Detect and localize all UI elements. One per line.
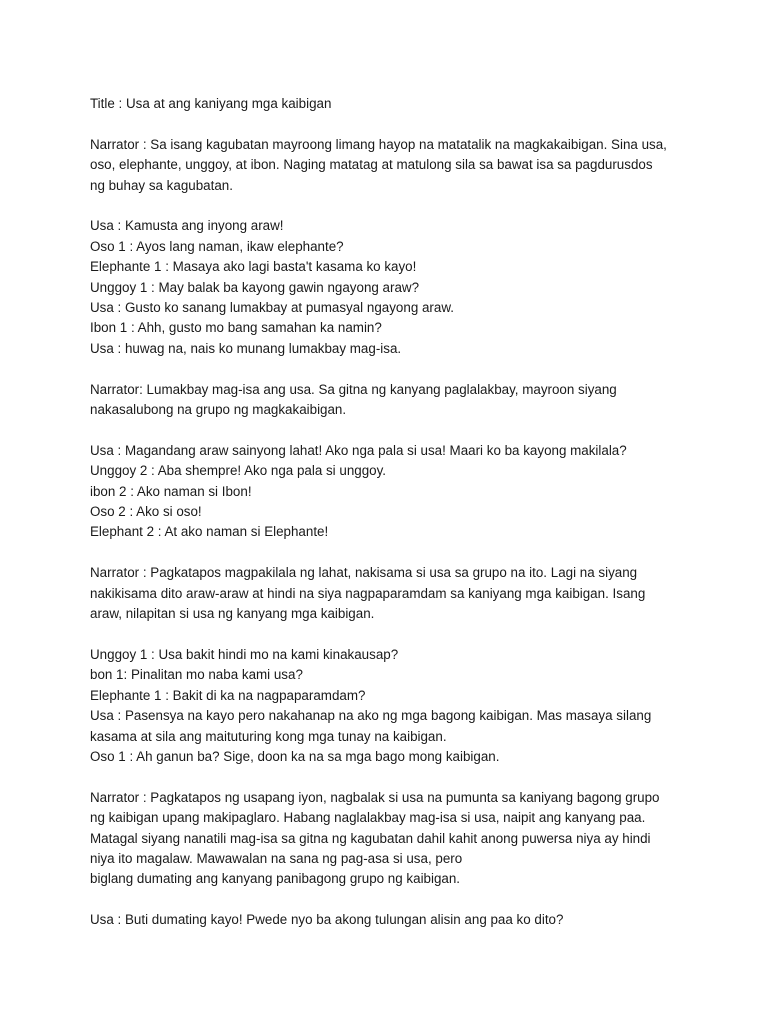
paragraph — [90, 216, 730, 359]
text-line: Ibon 1 : Ahh, gusto mo bang samahan ka namin? — [90, 320, 382, 336]
text-line: Narrator : Sa isang kagubatan mayroong limang hayop na matatalik na magkakaibigan. Sina usa, — [90, 136, 667, 152]
text-line: Oso 1 : Ah ganun ba? Sige, doon ka na sa mga bago mong kaibigan. — [90, 748, 500, 764]
text-line: ibon 2 : Ako naman si Ibon! — [90, 483, 252, 499]
text-line: ng buhay sa kagubatan. — [90, 177, 233, 193]
text-line: Usa : Buti dumating kayo! Pwede nyo ba akong tulungan alisin ang paa ko dito? — [90, 912, 564, 928]
document-title — [90, 94, 730, 114]
text-line: Usa : huwag na, nais ko munang lumakbay mag-isa. — [90, 340, 402, 356]
text-line: kasama at sila ang maituturing kong mga tunay na kaibigan. — [90, 728, 447, 744]
text-line: Usa : Magandang araw sainyong lahat! Ako nga pala si usa! Maari ko ba kayong makilala? — [90, 442, 627, 458]
paragraph — [90, 788, 730, 890]
text-line: Narrator : Pagkatapos magpakilala ng lahat, nakisama si usa sa grupo na ito. Lagi na siyang — [90, 565, 638, 581]
text-line: Title : Usa at ang kaniyang mga kaibigan — [90, 96, 332, 111]
text-line: Unggoy 1 : May balak ba kayong gawin ngayong araw? — [90, 279, 420, 295]
text-line: Elephante 1 : Bakit di ka na nagpaparamdam? — [90, 687, 366, 703]
paragraph — [90, 441, 730, 543]
paragraph — [90, 910, 730, 930]
text-line: araw, nilapitan si usa ng kanyang mga kaibigan. — [90, 606, 375, 622]
text-line: Oso 1 : Ayos lang naman, ikaw elephante? — [90, 238, 344, 254]
text-line: ng kaibigan upang makipaglaro. Habang naglalakbay mag-isa si usa, naipit ang kanyang paa. — [90, 810, 646, 826]
text-line: Unggoy 1 : Usa bakit hindi mo na kami kinakausap? — [90, 646, 399, 662]
text-line: niya ito magalaw. Mawawalan na sana ng pag-asa si usa, pero — [90, 850, 463, 866]
text-line: Elephant 2 : At ako naman si Elephante! — [90, 524, 329, 540]
text-line: Narrator : Pagkatapos ng usapang iyon, nagbalak si usa na pumunta sa kaniyang bagong grupo — [90, 789, 660, 805]
text-line: nakikisama dito araw-araw at hindi na siya nagpaparamdam sa kaniyang mga kaibigan. Isang — [90, 585, 646, 601]
text-line: bon 1: Pinalitan mo naba kami usa? — [90, 667, 303, 683]
text-line: Usa : Pasensya na kayo pero nakahanap na ako ng mga bagong kaibigan. Mas masaya silang — [90, 708, 652, 724]
text-line: Narrator: Lumakbay mag-isa ang usa. Sa gitna ng kanyang paglalakbay, mayroon siyang — [90, 381, 617, 397]
paragraph — [90, 645, 730, 767]
text-line: Usa : Gusto ko sanang lumakbay at pumasyal ngayong araw. — [90, 300, 454, 316]
text-line: Matagal siyang nanatili mag-isa sa gitna ng kagubatan dahil kahit anong puwersa niya ay hindi — [90, 830, 651, 846]
text-line: oso, elephante, unggoy, at ibon. Naging matatag at matulong sila sa bawat isa sa pagdurusdos — [90, 157, 653, 173]
text-line: Elephante 1 : Masaya ako lagi basta't kasama ko kayo! — [90, 259, 417, 275]
text-line: biglang dumating ang kanyang panibagong grupo ng kaibigan. — [90, 871, 461, 887]
paragraph — [90, 380, 730, 421]
text-line: Unggoy 2 : Aba shempre! Ako nga pala si unggoy. — [90, 463, 387, 479]
paragraph — [90, 135, 730, 196]
document-page — [90, 94, 730, 951]
text-line: Oso 2 : Ako si oso! — [90, 504, 202, 520]
text-line: Usa : Kamusta ang inyong araw! — [90, 218, 284, 234]
paragraph — [90, 563, 730, 624]
text-line: nakasalubong na grupo ng magkakaibigan. — [90, 402, 347, 418]
